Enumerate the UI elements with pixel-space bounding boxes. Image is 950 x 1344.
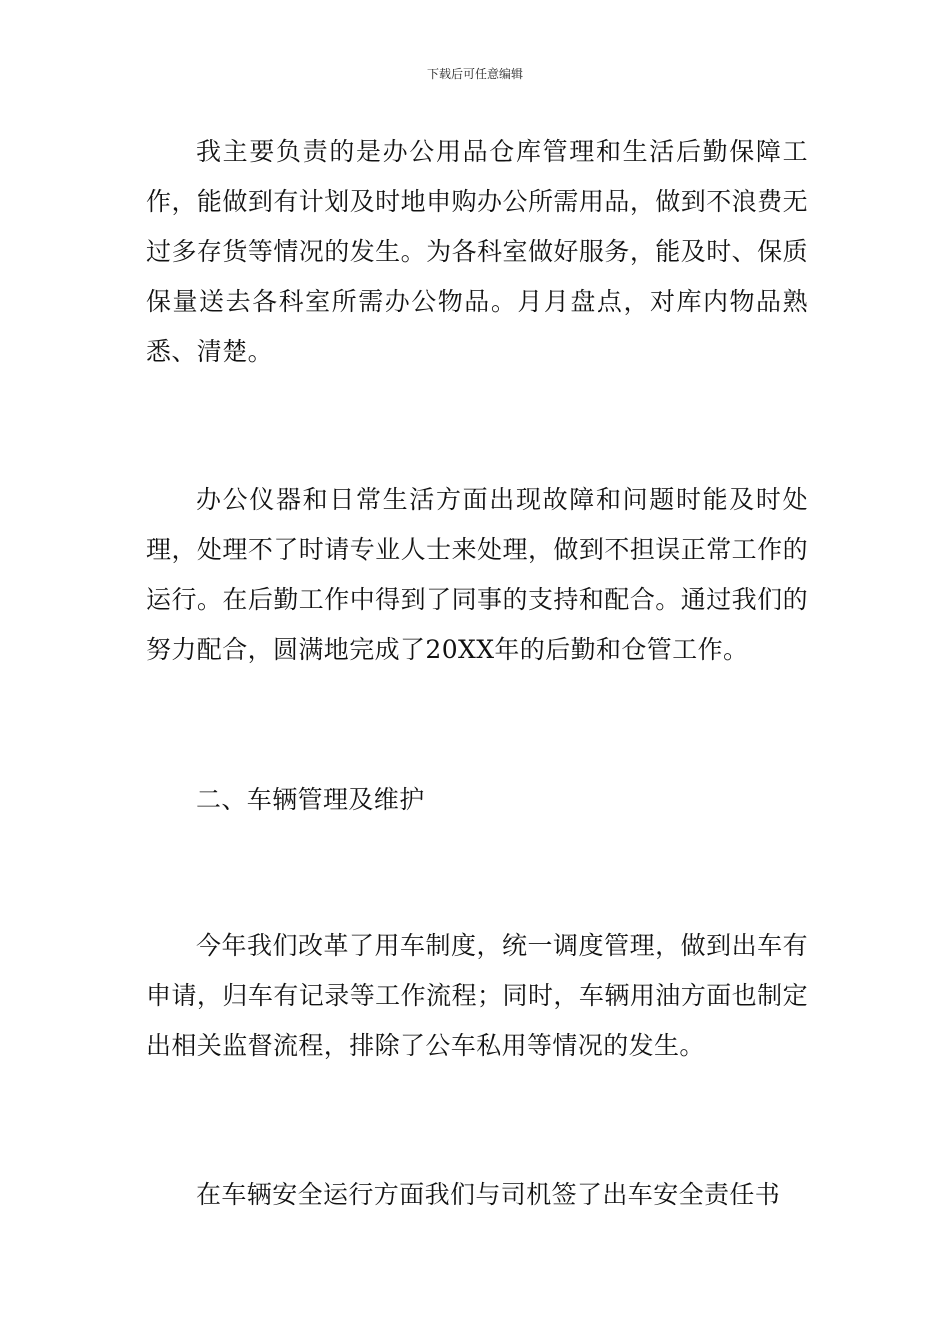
paragraph-equipment-maintenance: 办公仪器和日常生活方面出现故障和问题时能及时处理，处理不了时请专业人士来处理，做到不担误正常工作的运行。在后勤工作中得到了同事的支持和配合。通过我们的努力配合，圆满地完成了20XX年的后勤和仓管工作。	[146, 485, 808, 664]
paragraph-office-supplies: 我主要负责的是办公用品仓库管理和生活后勤保障工作，能做到有计划及时地申购办公所需用品，做到不浪费无过多存货等情况的发生。为各科室做好服务，能及时、保质保量送去各科室所需办公物品。月月盘点，对库内物品熟悉、清楚。	[146, 137, 808, 366]
paragraph-vehicle-safety: 在车辆安全运行方面我们与司机签了出车安全责任书	[196, 1180, 781, 1209]
paragraph-vehicle-policy: 今年我们改革了用车制度，统一调度管理，做到出车有申请，归车有记录等工作流程；同时，车辆用油方面也制定出相关监督流程，排除了公车私用等情况的发生。	[146, 931, 808, 1060]
section-heading-vehicle-management: 二、车辆管理及维护	[196, 785, 425, 814]
page-header: 下载后可任意编辑	[426, 67, 523, 81]
